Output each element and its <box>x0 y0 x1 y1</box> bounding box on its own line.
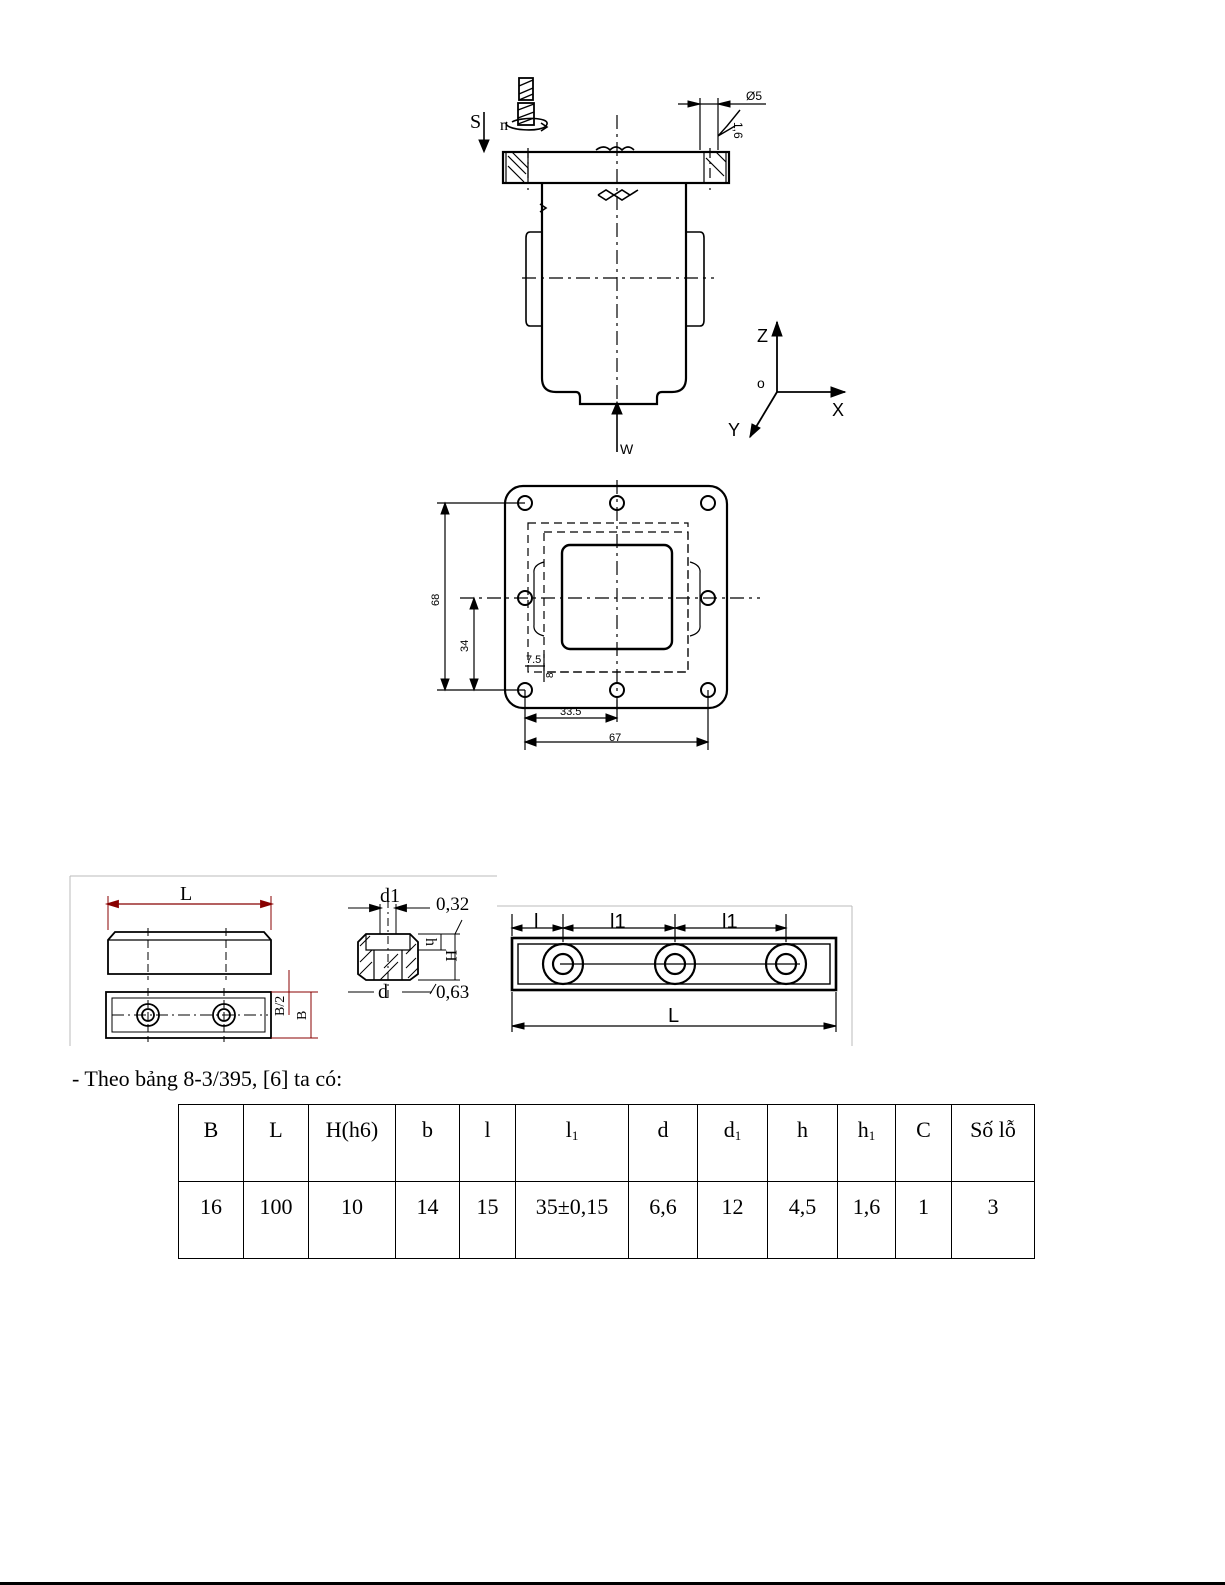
fixture-plan-drawing <box>0 470 1225 770</box>
plate-d-label: d <box>378 981 388 1003</box>
table-cell: 12 <box>698 1182 768 1259</box>
table-cell: 6,6 <box>629 1182 698 1259</box>
bolt-hole <box>701 496 715 510</box>
axis-z-label: Z <box>757 326 768 346</box>
detail-l-label: l <box>534 911 539 933</box>
detail-length-label: L <box>668 1005 680 1027</box>
plate-length-label: L <box>180 883 193 905</box>
dim-offset-a: 7.5 <box>526 654 542 666</box>
dim-height-half: 34 <box>459 639 471 652</box>
table-header-cell: B <box>179 1105 244 1182</box>
table-cell: 15 <box>460 1182 516 1259</box>
spec-table <box>178 1104 1035 1259</box>
plate-h-label: h <box>422 938 439 946</box>
force-label: W <box>620 441 634 457</box>
axis-y-label: Y <box>728 420 741 440</box>
detail-l1-label-b: l1 <box>722 911 738 933</box>
plate-tol-lower: 0,63 <box>436 982 470 1003</box>
table-header-row <box>179 1105 1035 1182</box>
table-cell: 100 <box>244 1182 309 1259</box>
table-header-cell: L <box>244 1105 309 1182</box>
table-cell: 3 <box>952 1182 1035 1259</box>
table-cell: 14 <box>396 1182 460 1259</box>
table-header-cell: H(h6) <box>309 1105 396 1182</box>
clamp-plate-detail-drawing <box>0 870 860 1050</box>
table-header-cell: $l_1$ <box>516 1105 629 1182</box>
table-header-cell: C <box>896 1105 952 1182</box>
table-cell: 1,6 <box>838 1182 896 1259</box>
table-cell: 35±0,15 <box>516 1182 629 1259</box>
table-header-cell: Số lỗ <box>952 1105 1035 1182</box>
flange-section <box>503 152 729 183</box>
table-header-cell: $h_1$ <box>838 1105 896 1182</box>
roughness-label: 1,6 <box>731 122 745 139</box>
plate-H-label: H <box>442 950 459 962</box>
plate-half-b-label: B/2 <box>273 995 288 1016</box>
plate-d1-label: d1 <box>380 885 400 907</box>
table-header-cell: d <box>629 1105 698 1182</box>
table-header-cell: b <box>396 1105 460 1182</box>
hole-diameter-label: Ø5 <box>746 89 763 103</box>
dim-width-half: 33.5 <box>560 706 582 718</box>
axis-origin-label: o <box>757 375 765 391</box>
intro-text: - Theo bảng 8-3/395, [6] ta có: <box>72 1066 343 1091</box>
dim-height-total: 68 <box>430 593 442 606</box>
plate-tol-upper: 0,32 <box>436 894 470 915</box>
table-header-cell: h <box>768 1105 838 1182</box>
detail-l1-label-a: l1 <box>610 911 626 933</box>
table-cell: 16 <box>179 1182 244 1259</box>
table-header-cell: $d_1$ <box>698 1105 768 1182</box>
dim-offset-b: 8 <box>545 672 556 678</box>
table-header-cell: l <box>460 1105 516 1182</box>
plate-b-label: B <box>295 1010 310 1020</box>
base-plate-outline <box>505 486 727 708</box>
dim-width-total: 67 <box>609 732 622 744</box>
table-row <box>179 1182 1035 1259</box>
feed-label: S <box>470 111 482 133</box>
axis-x-label: X <box>832 400 845 420</box>
table-cell: 1 <box>896 1182 952 1259</box>
speed-label: n <box>500 117 508 134</box>
fixture-elevation-drawing <box>0 0 1225 470</box>
table-cell: 4,5 <box>768 1182 838 1259</box>
table-cell: 10 <box>309 1182 396 1259</box>
